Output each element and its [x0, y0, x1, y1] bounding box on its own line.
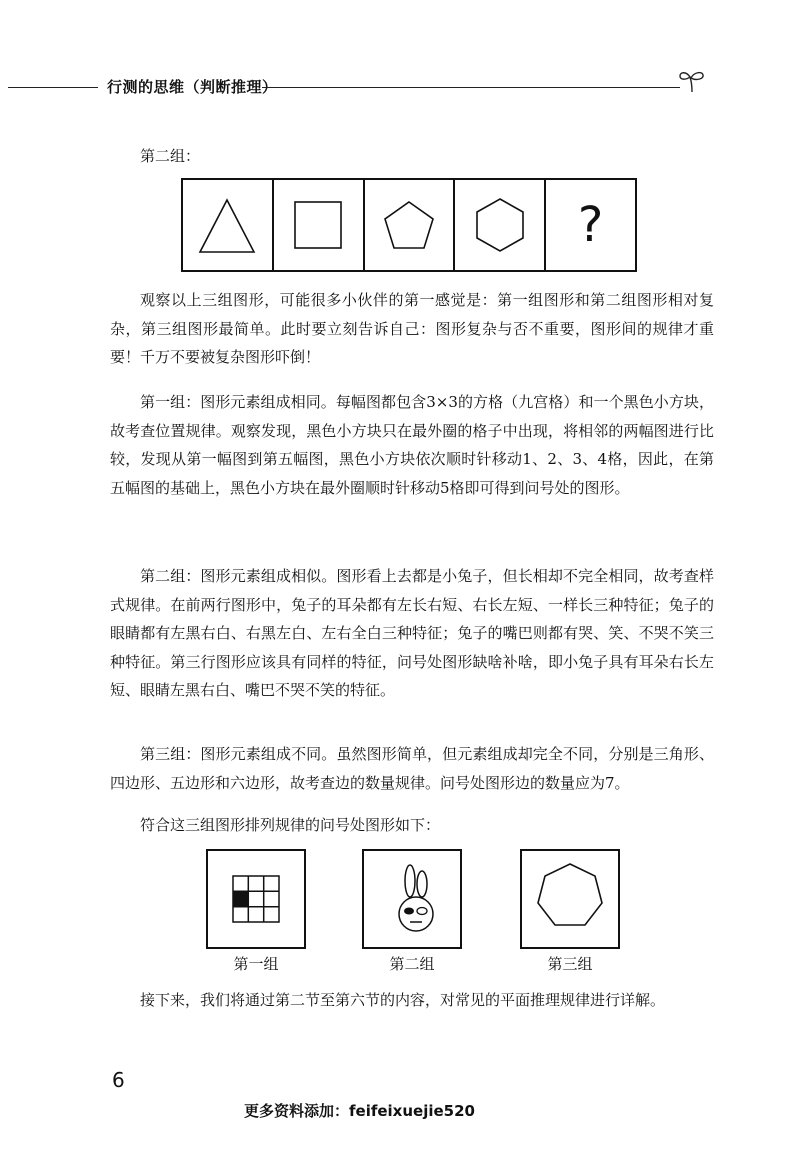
- pentagon-cell: [365, 180, 456, 270]
- paragraph-answer-intro: 符合这三组图形排列规律的问号处图形如下：: [140, 816, 441, 834]
- heptagon-figure: [525, 854, 615, 944]
- running-header: [0, 70, 800, 100]
- header-title: 行测的思维（判断推理）: [107, 78, 278, 96]
- page-number: 6: [112, 1068, 125, 1092]
- paragraph-group1: 第一组：图形元素组成相同。每幅图都包含3×3的方格（九宫格）和一个黑色小方块，故考查位置规律。观察发现，黑色小方块只在最外圈的格子中出现，将相邻的两幅图进行比较，发现从第一幅图到第五幅图，黑色小方块依次顺时针移动1、2、3、4格，因此，在第五幅图的基础上，黑色小方块在最外圈顺时针移动5格即可得到问号处的图形。: [110, 393, 714, 497]
- grid-3x3-figure: [216, 859, 296, 939]
- caption-group2: 第二组: [389, 955, 435, 973]
- shape-sequence-strip: [181, 178, 637, 272]
- answer-figure-group3: [520, 849, 620, 949]
- pentagon-figure: [374, 190, 444, 260]
- hexagon-figure: [465, 190, 535, 260]
- black-cell: [233, 891, 248, 906]
- rabbit-face-figure: [372, 859, 452, 939]
- header-rule-right: [262, 87, 680, 88]
- hexagon-cell: [455, 180, 546, 270]
- paragraph-group3: 第三组：图形元素组成不同。虽然图形简单，但元素组成却完全不同，分别是三角形、四边形、五边形和六边形，故考查边的数量规律。问号处图形边的数量应为7。: [110, 745, 714, 792]
- caption-group3: 第三组: [547, 955, 593, 973]
- question-mark: ?: [577, 197, 604, 253]
- triangle-figure: [192, 190, 262, 260]
- header-rule-left: [8, 87, 98, 88]
- answer-figure-group2: [362, 849, 462, 949]
- square-figure: [283, 190, 353, 260]
- triangle-cell: [183, 180, 274, 270]
- paragraph-observation: 观察以上三组图形，可能很多小伙伴的第一感觉是：第一组图形和第二组图形相对复杂，第三组图形最简单。此时要立刻告诉自己：图形复杂与否不重要，图形间的规律才重要！千万不要被复杂图形吓倒！: [110, 291, 714, 367]
- paragraph-closing: 接下来，我们将通过第二节至第六节的内容，对常见的平面推理规律进行详解。: [140, 991, 666, 1009]
- footer-note: 更多资料添加：feifeixuejie520: [244, 1102, 475, 1120]
- sprout-icon: [678, 68, 706, 94]
- caption-group1: 第一组: [233, 955, 279, 973]
- answer-figure-group1: [206, 849, 306, 949]
- group2-label: 第二组：: [140, 147, 201, 165]
- paragraph-group2: 第二组：图形元素组成相似。图形看上去都是小兔子，但长相却不完全相同，故考查样式规律。在前两行图形中，兔子的耳朵都有左长右短、右长左短、一样长三种特征；兔子的眼睛都有左黑右白、右黑左白、左右全白三种特征；兔子的嘴巴则都有哭、笑、不哭不笑三种特征。第三行图形应该具有同样的特征，问号处图形缺啥补啥，即小兔子具有耳朵右长左短、眼睛左黑右白、嘴巴不哭不笑的特征。: [110, 567, 714, 700]
- question-cell: [546, 180, 635, 270]
- square-cell: [274, 180, 365, 270]
